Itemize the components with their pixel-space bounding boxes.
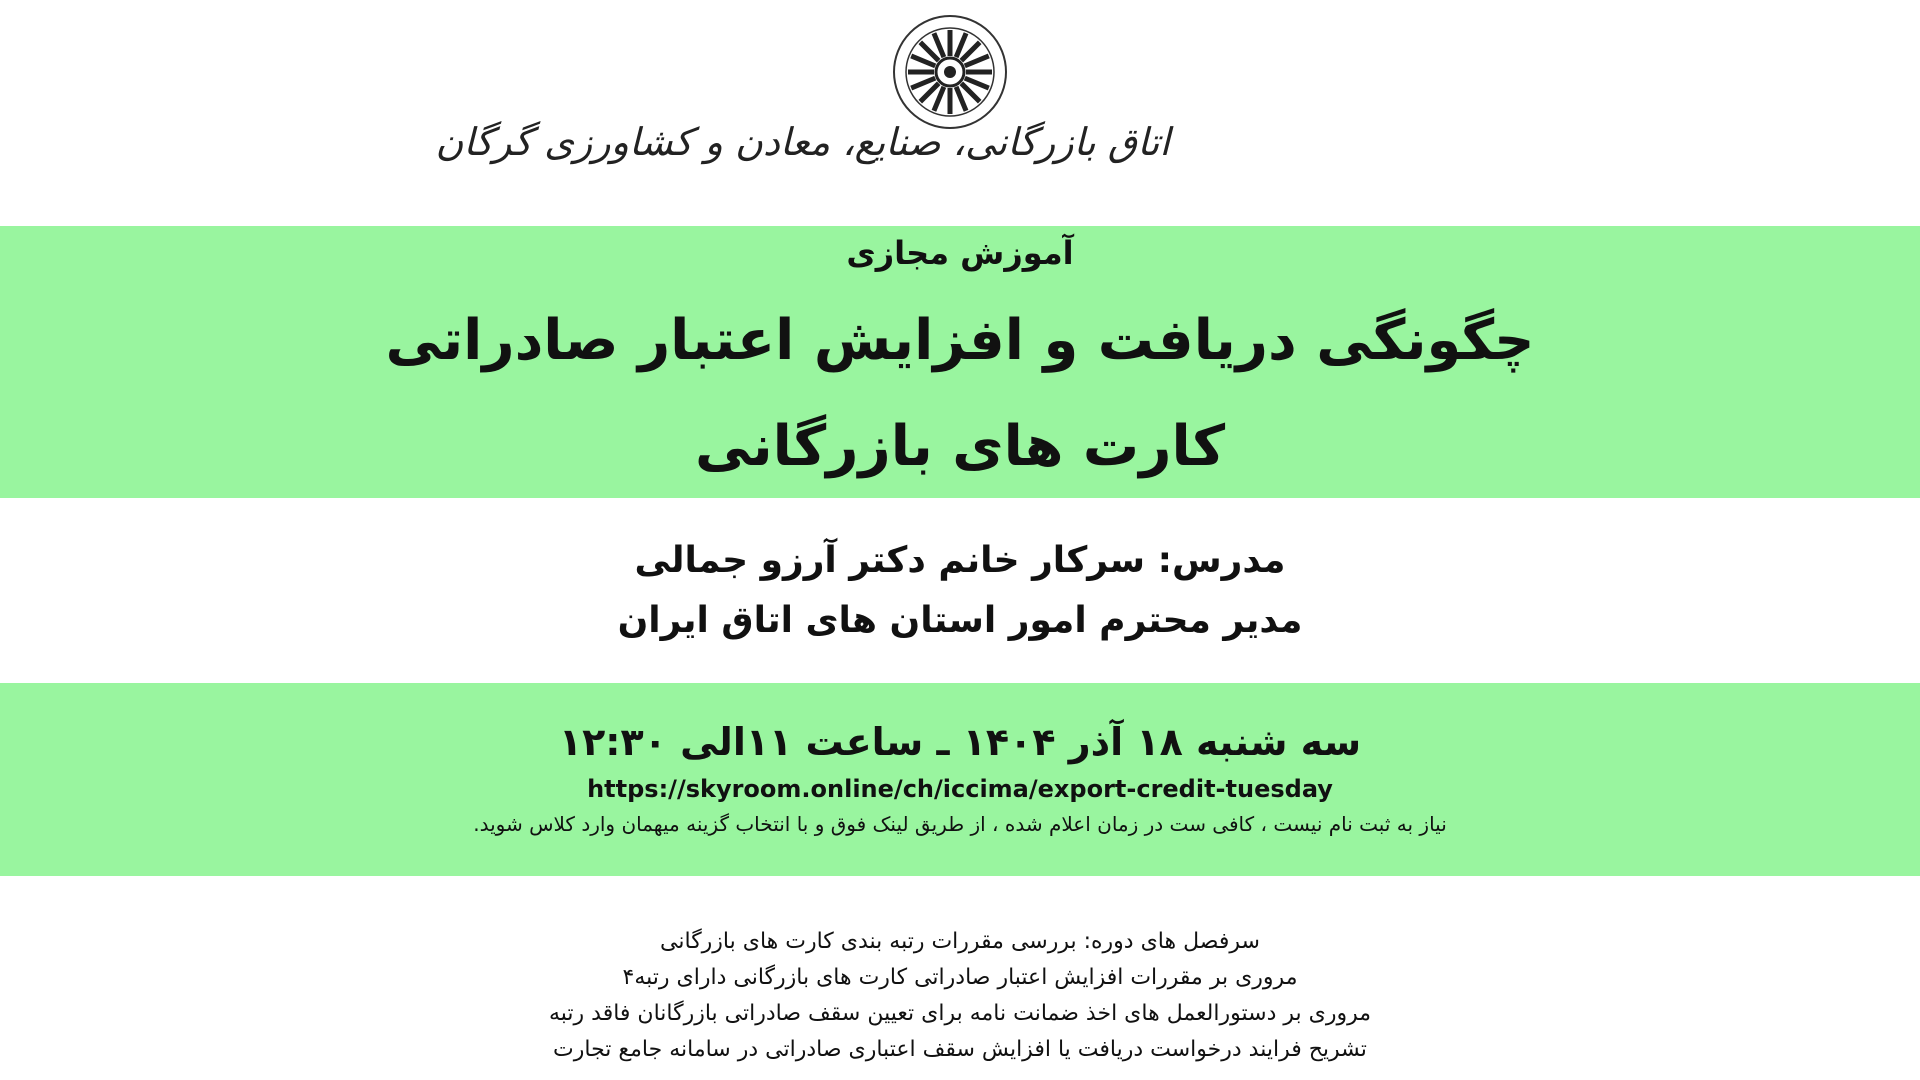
chamber-of-commerce-emblem-icon bbox=[890, 12, 1010, 132]
session-link[interactable]: https://skyroom.online/ch/iccima/export-credit-tuesday bbox=[587, 775, 1333, 803]
course-title-line-1: چگونگی دریافت و افزایش اعتبار صادراتی bbox=[385, 308, 1535, 373]
organization-name: اتاق بازرگانی، صنایع، معادن و کشاورزی گرگان bbox=[435, 120, 1170, 164]
outline-item: مروری بر مقررات افزایش اعتبار صادراتی کارت های بازرگانی دارای رتبه۴ bbox=[622, 965, 1298, 990]
course-type-label: آموزش مجازی bbox=[846, 234, 1074, 272]
outline-item: مروری بر دستورالعمل های اخذ ضمانت نامه برای تعیین سقف صادراتی بازرگانان فاقد رتبه bbox=[548, 1001, 1371, 1026]
course-outline bbox=[0, 924, 1920, 1068]
registration-notice: نیاز به ثبت نام نیست ، کافی ست در زمان اعلام شده ، از طریق لینک فوق و با انتخاب گزینه میهمان وارد کلاس شوید. bbox=[473, 812, 1447, 836]
lecturer-name: مدرس: سرکار خانم دکتر آرزو جمالی bbox=[634, 540, 1286, 581]
outline-item: تشریح فرایند درخواست دریافت یا افزایش سقف اعتباری صادراتی در سامانه جامع تجارت bbox=[553, 1037, 1367, 1062]
header-logo-area bbox=[0, 0, 1920, 226]
lecturer-role: مدیر محترم امور استان های اتاق ایران bbox=[617, 600, 1303, 641]
session-datetime: سه شنبه ۱۸ آذر ۱۴۰۴ ـ ساعت ۱۱الی ۱۲:۳۰ bbox=[558, 720, 1362, 764]
outline-item: سرفصل های دوره: بررسی مقررات رتبه بندی کارت های بازرگانی bbox=[660, 929, 1260, 954]
course-title-line-2: کارت های بازرگانی bbox=[694, 414, 1226, 479]
